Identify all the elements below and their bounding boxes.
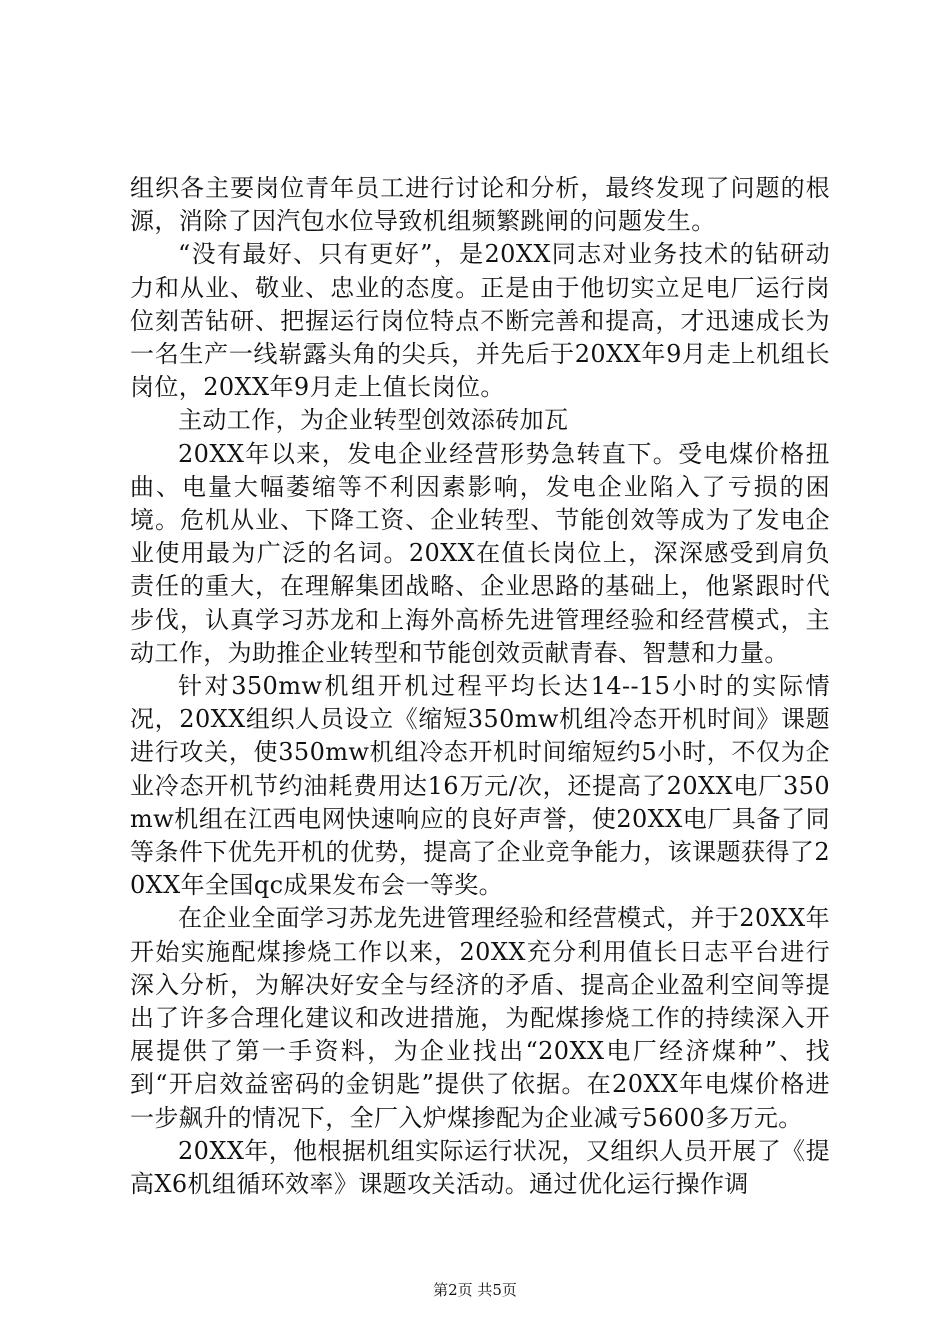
paragraph-6: 20XX年，他根据机组实际运行状况，又组织人员开展了《提高X6机组循环效率》课题攻关活动。通过优化运行操作调 xyxy=(130,1136,830,1199)
paragraph-4: 针对350mw机组开机过程平均长达14--15小时的实际情况，20XX组织人员设立《缩短350mw机组冷态开机时间》课题进行攻关，使350mw机组冷态开机时间缩短约5小时，不仅为企业冷态开机节约油耗费用达16万元/次，还提高了20XX电厂350mw机组在江西电网快速响应的良好声誉，使20XX电厂具备了同等条件下优先开机的优势，提高了企业竞争能力，该课题获得了20XX年全国qc成果发布会一等奖。 xyxy=(130,672,830,900)
document-body xyxy=(130,172,830,1201)
paragraph-5: 在企业全面学习苏龙先进管理经验和经营模式，并于20XX年开始实施配煤掺烧工作以来，20XX充分利用值长日志平台进行深入分析，为解决好安全与经济的矛盾、提高企业盈利空间等提出了许多合理化建议和改进措施，为配煤掺烧工作的持续深入开展提供了第一手资料，为企业找出“20XX电厂经济煤种”、找到“开启效益密码的金钥匙”提供了依据。在20XX年电煤价格进一步飙升的情况下，全厂入炉煤掺配为企业减亏5600多万元。 xyxy=(130,904,830,1132)
section-heading: 主动工作，为企业转型创效添砖加瓦 xyxy=(178,406,569,435)
paragraph-3: 20XX年以来，发电企业经营形势急转直下。受电煤价格扭曲、电量大幅萎缩等不利因素影响，发电企业陷入了亏损的困境。危机从业、下降工资、企业转型、节能创效等成为了发电企业使用最为广泛的名词。20XX在值长岗位上，深深感受到肩负责任的重大，在理解集团战略、企业思路的基础上，他紧跟时代步伐，认真学习苏龙和上海外高桥先进管理经验和经营模式，主动工作，为助推企业转型和节能创效贡献青春、智慧和力量。 xyxy=(130,439,830,667)
page-number-footer: 第2页 共5页 xyxy=(433,1281,517,1299)
paragraph-2: “没有最好、只有更好”，是20XX同志对业务技术的钻研动力和从业、敬业、忠业的态度。正是由于他切实立足电厂运行岗位刻苦钻研、把握运行岗位特点不断完善和提高，才迅速成长为一名生产一线崭露头角的尖兵，并先后于20XX年9月走上机组长岗位，20XX年9月走上值长岗位。 xyxy=(130,240,830,402)
paragraph-1: 组织各主要岗位青年员工进行讨论和分析，最终发现了问题的根源，消除了因汽包水位导致机组频繁跳闸的问题发生。 xyxy=(130,174,830,236)
